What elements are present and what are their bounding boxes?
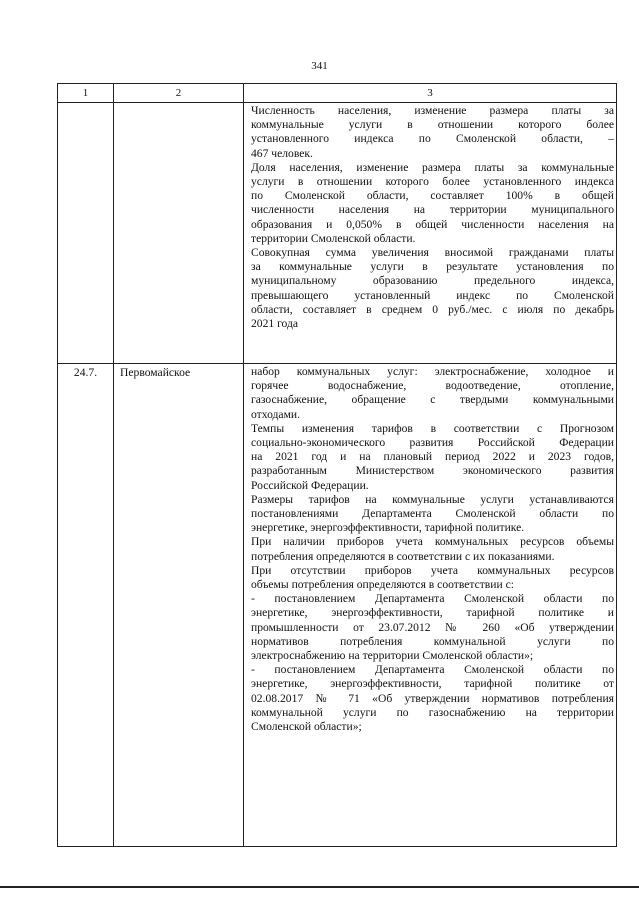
text-line: объемы потребления определяются в соответствии с:	[251, 578, 514, 592]
text-line: Размеры тарифов на коммунальные услуги устанавливаются	[251, 492, 614, 506]
text-line: по Смоленской области, составляет 100% в общей	[251, 189, 614, 203]
page-number: 341	[311, 60, 328, 72]
text-line: При отсутствии приборов учета коммунальных ресурсов	[251, 563, 614, 577]
text-line: постановлениями Департамента Смоленской области по	[251, 507, 614, 521]
municipality-name	[114, 103, 244, 364]
text-line: за коммунальные услуги в результате установления по	[251, 260, 614, 274]
table-row	[58, 364, 617, 847]
text-line: образования и 0,050% в общей численности населения на	[251, 217, 614, 231]
text-line: 467 человек.	[251, 146, 313, 160]
text-line: Темпы изменения тарифов в соответствии с Прогнозом	[251, 421, 614, 435]
text-line: численности населения на территории муниципального	[251, 203, 614, 217]
text-line: При наличии приборов учета коммунальных ресурсов объемы	[251, 535, 614, 549]
text-line: электроснабжению на территории Смоленской области»;	[251, 649, 534, 663]
text-line: потребления определяются в соответствии с их показаниями.	[251, 549, 555, 563]
header-col-2: 2	[114, 84, 244, 103]
text-line: Смоленской области»;	[251, 720, 362, 734]
text-line: социально-экономического развития Российской Федерации	[251, 436, 614, 450]
text-line: энергетике, энергоэффективности, тарифной политике и	[251, 606, 614, 620]
text-line: газоснабжение, обращение с твердыми коммунальными	[251, 393, 614, 407]
text-line: отходами.	[251, 407, 301, 421]
text-line: коммунальной услуги по газоснабжению на территории	[251, 705, 614, 719]
bottom-scan-edge	[0, 886, 639, 888]
text-line: - постановлением Департамента Смоленской области по	[251, 663, 614, 677]
text-line: 2021 года	[251, 317, 299, 331]
text-line: набор коммунальных услуг: электроснабжение, холодное и	[251, 365, 614, 378]
row-text	[244, 364, 617, 847]
text-line: коммунальные услуги в отношении которого более	[251, 118, 614, 132]
text-line: области, составляет в среднем 0 руб./мес. с июля по декабрь	[251, 302, 614, 316]
row-number	[58, 103, 114, 364]
text-line: - постановлением Департамента Смоленской области по	[251, 592, 614, 606]
text-line: на 2021 год и на плановый период 2022 и 2023 годов,	[251, 450, 614, 464]
text-line: территории Смоленской области.	[251, 231, 416, 245]
text-line: Совокупная сумма увеличения вносимой гражданами платы	[251, 246, 614, 260]
text-line: горячее водоснабжение, водоотведение, отопление,	[251, 379, 614, 393]
text-line: услуги в отношении которого более установленного индекса	[251, 175, 614, 189]
header-col-1: 1	[58, 84, 114, 103]
header-col-3: 3	[244, 84, 617, 103]
text-line: нормативов потребления коммунальной услуги по	[251, 634, 614, 648]
row-number: 24.7.	[58, 364, 114, 847]
table-header-row	[58, 84, 617, 103]
row-text	[244, 103, 617, 364]
municipality-name: Первомайское	[114, 364, 244, 847]
text-line: разработанным Министерством экономического развития	[251, 464, 614, 478]
text-line: Российской Федерации.	[251, 478, 369, 492]
text-line: превышающего установленный индекс по Смоленской	[251, 288, 614, 302]
text-line: энергетике, энергоэффективности, тарифной политике от	[251, 677, 614, 691]
text-line: энергетике, энергоэффективности, тарифной политике.	[251, 521, 525, 535]
text-line: Численность населения, изменение размера платы за	[251, 104, 614, 117]
text-line: Доля населения, изменение размера платы за коммунальные	[251, 160, 614, 174]
text-line: установленного индекса по Смоленской области, –	[251, 132, 614, 146]
text-line: 02.08.2017 № 71 «Об утверждении нормативов потребления	[251, 691, 614, 705]
text-line: муниципальному образованию предельного индекса,	[251, 274, 614, 288]
text-line: промышленности от 23.07.2012 № 260 «Об утверждении	[251, 620, 614, 634]
document-table	[57, 83, 617, 847]
table-row	[58, 103, 617, 364]
